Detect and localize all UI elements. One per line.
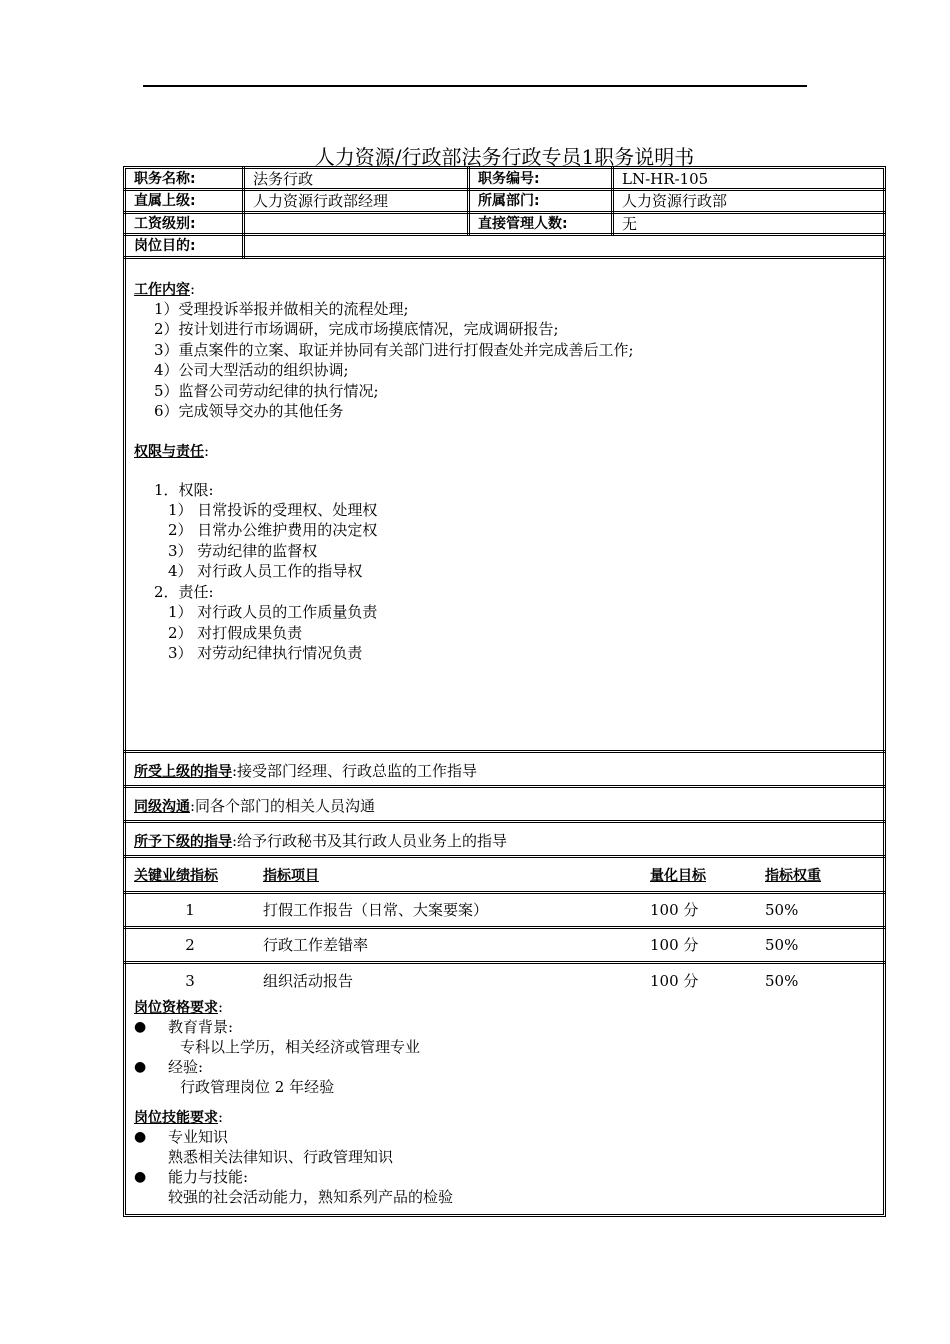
qualification-heading-colon: : — [218, 998, 224, 1016]
subordinate-guidance-label: 所予下级的指导 — [134, 834, 232, 850]
job-name-label: 职务名称: — [134, 171, 196, 187]
skills-heading-colon: : — [218, 1108, 224, 1126]
duty-title: 2．责任: — [154, 583, 214, 601]
kpi-row-item: 组织活动报告 — [263, 972, 354, 990]
work-item: 1）受理投诉举报并做相关的流程处理; — [154, 300, 409, 318]
experience-text: 行政管理岗位 2 年经验 — [180, 1078, 335, 1096]
qualification-heading — [134, 997, 223, 1018]
superior-label: 直属上级: — [134, 193, 196, 209]
authority-heading-text: 权限与责任 — [134, 444, 204, 460]
row-divider — [123, 820, 886, 823]
education-label: 教育背景: — [168, 1018, 234, 1036]
work-item: 6）完成领导交办的其他任务 — [154, 402, 344, 420]
peer-communication-text: :同各个部门的相关人员沟通 — [190, 797, 376, 815]
duty-item: 2） 对打假成果负责 — [168, 624, 303, 642]
document-title: 人力资源/行政部法务行政专员1职务说明书 — [314, 145, 695, 169]
kpi-header-item: 指标项目 — [263, 868, 319, 884]
superior-value: 人力资源行政部经理 — [253, 192, 389, 210]
job-name-value: 法务行政 — [253, 170, 314, 188]
bullet-icon: ● — [134, 1059, 147, 1075]
job-no-label: 职务编号: — [478, 171, 540, 187]
column-divider — [611, 166, 614, 236]
work-heading-colon: : — [190, 280, 196, 298]
superior-guidance-label: 所受上级的指导 — [134, 764, 232, 780]
row-divider — [123, 926, 886, 929]
managed-value: 无 — [622, 215, 638, 233]
purpose-label: 岗位目的: — [134, 238, 196, 254]
kpi-row-no: 3 — [185, 972, 195, 990]
kpi-row-target: 100 分 — [650, 936, 699, 954]
kpi-row-weight: 50% — [765, 972, 799, 990]
bullet-icon: ● — [134, 1019, 147, 1035]
column-divider — [242, 166, 245, 258]
qualification-heading-text: 岗位资格要求 — [134, 1000, 218, 1016]
subordinate-guidance-text: :给予行政秘书及其行政人员业务上的指导 — [232, 832, 508, 850]
work-item: 4）公司大型活动的组织协调; — [154, 361, 349, 379]
row-divider — [123, 855, 886, 858]
kpi-row-item: 打假工作报告（日常、大案要案） — [263, 901, 489, 919]
kpi-row-weight: 50% — [765, 936, 799, 954]
duty-item: 3） 对劳动纪律执行情况负责 — [168, 644, 363, 662]
work-item: 2）按计划进行市场调研，完成市场摸底情况，完成调研报告; — [154, 320, 559, 338]
knowledge-label: 专业知识 — [168, 1128, 229, 1146]
row-divider — [123, 785, 886, 788]
work-item: 5）监督公司劳动纪律的执行情况; — [154, 382, 379, 400]
power-item: 1） 日常投诉的受理权、处理权 — [168, 501, 378, 519]
row-divider — [123, 256, 886, 259]
kpi-row-no: 2 — [185, 936, 195, 954]
peer-communication — [134, 796, 375, 817]
power-item: 4） 对行政人员工作的指导权 — [168, 562, 363, 580]
power-title: 1．权限: — [154, 481, 214, 499]
column-divider — [467, 166, 470, 236]
row-divider — [123, 891, 886, 894]
work-item: 3）重点案件的立案、取证并协同有关部门进行打假查处并完成善后工作; — [154, 341, 634, 359]
ability-text: 较强的社会活动能力，熟知系列产品的检验 — [168, 1188, 454, 1206]
kpi-row-no: 1 — [185, 901, 195, 919]
bullet-icon: ● — [134, 1169, 147, 1185]
peer-communication-label: 同级沟通 — [134, 799, 190, 815]
dept-value: 人力资源行政部 — [622, 192, 728, 210]
salary-label: 工资级别: — [134, 216, 196, 232]
superior-guidance-text: :接受部门经理、行政总监的工作指导 — [232, 762, 478, 780]
knowledge-text: 熟悉相关法律知识、行政管理知识 — [168, 1148, 394, 1166]
kpi-row-item: 行政工作差错率 — [263, 936, 369, 954]
authority-heading — [134, 441, 209, 462]
row-divider — [123, 750, 886, 753]
kpi-header-weight: 指标权重 — [765, 868, 821, 884]
superior-guidance — [134, 761, 477, 782]
kpi-row-weight: 50% — [765, 901, 799, 919]
header-rule — [143, 85, 807, 87]
row-divider — [123, 961, 886, 964]
work-heading — [134, 279, 195, 300]
bullet-icon: ● — [134, 1129, 147, 1145]
kpi-row-target: 100 分 — [650, 901, 699, 919]
kpi-header-target: 量化目标 — [650, 868, 706, 884]
power-item: 2） 日常办公维护费用的决定权 — [168, 521, 378, 539]
managed-label: 直接管理人数: — [478, 216, 568, 232]
skills-heading-text: 岗位技能要求 — [134, 1110, 218, 1126]
authority-heading-colon: : — [204, 442, 210, 460]
education-text: 专科以上学历，相关经济或管理专业 — [180, 1038, 421, 1056]
work-heading-text: 工作内容 — [134, 282, 190, 298]
experience-label: 经验: — [168, 1058, 204, 1076]
subordinate-guidance — [134, 831, 507, 852]
kpi-row-target: 100 分 — [650, 972, 699, 990]
duty-item: 1） 对行政人员的工作质量负责 — [168, 603, 378, 621]
kpi-header-indicator: 关键业绩指标 — [134, 868, 218, 884]
dept-label: 所属部门: — [478, 193, 540, 209]
skills-heading — [134, 1107, 223, 1128]
job-no-value: LN-HR-105 — [622, 170, 709, 188]
power-item: 3） 劳动纪律的监督权 — [168, 542, 318, 560]
ability-label: 能力与技能: — [168, 1168, 249, 1186]
